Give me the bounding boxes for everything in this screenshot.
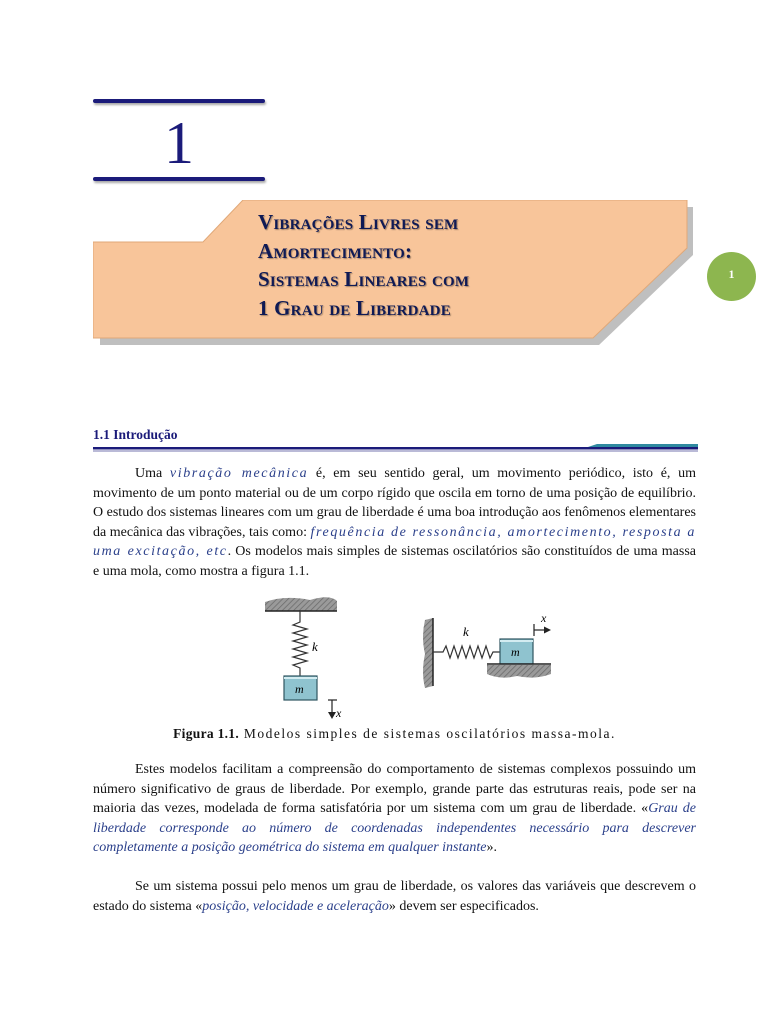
term-list: frequência de ressonância, amortecimento, resposta a uma excitação, etc bbox=[93, 524, 696, 559]
state-paragraph bbox=[93, 877, 696, 916]
label-k-vertical: k bbox=[312, 639, 318, 654]
horizontal-x-arrow bbox=[544, 627, 551, 634]
label-x-horizontal: x bbox=[541, 611, 547, 625]
figure-caption bbox=[93, 726, 696, 742]
vertical-spring-mass-system bbox=[265, 597, 342, 720]
floor-ground bbox=[487, 665, 551, 678]
label-k-horizontal: k bbox=[463, 624, 469, 639]
chapter-title-line: Amortecimento: bbox=[258, 238, 413, 263]
label-m-horizontal: m bbox=[511, 645, 520, 659]
horizontal-spring bbox=[433, 646, 500, 658]
chapter-bottom-rule bbox=[93, 177, 265, 181]
figure-caption-label: Figura 1.1. bbox=[173, 726, 240, 741]
chapter-title-line: Vibrações Livres sem bbox=[258, 210, 459, 234]
figure-caption-text: Modelos simples de sistemas oscilatórios massa-mola. bbox=[239, 726, 616, 741]
figure-diagram bbox=[255, 592, 555, 722]
section-divider bbox=[93, 444, 698, 454]
text-span: é, em seu sentido geral, um movimento periódico, isto é, um movimento de um ponto material ou de um corpo rígido que oscila em torno de uma posição de equilíbrio. O estudo dos sistemas lineares com um grau de liberdade é uma boa introdução aos fenômenos elementares da mecânica das vibrações, tais como: bbox=[93, 466, 697, 540]
chapter-number: 1 bbox=[164, 110, 194, 176]
vertical-spring bbox=[293, 611, 307, 676]
text-span: Estes modelos facilitam a compreensão do comportamento de sistemas complexos possuindo um número significativo de graus de liberdade. Por exemplo, grande parte das estruturas reais, pode ser na maioria das vezes, modelada de forma satisfatória por um sistema com um grau de liberdade. « bbox=[93, 762, 696, 816]
label-x-vertical: x bbox=[336, 706, 342, 720]
page-number-badge: 1 bbox=[707, 252, 756, 301]
chapter-top-rule bbox=[93, 99, 265, 103]
text-span: ». bbox=[486, 840, 497, 855]
chapter-title-line: Sistemas Lineares com bbox=[258, 267, 470, 291]
label-m-vertical: m bbox=[295, 682, 304, 696]
text-span: Uma bbox=[135, 466, 170, 481]
text-span: » devem ser especificados. bbox=[388, 898, 539, 914]
state-variables-quote: posição, velocidade e aceleração bbox=[202, 898, 389, 914]
term-vibracao-mecanica: vibração mecânica bbox=[169, 466, 309, 481]
text-span: Se um sistema possui pelo menos um grau de liberdade, os valores das variáveis que descrevem o estado do sistema « bbox=[93, 879, 696, 914]
horizontal-spring-mass-system bbox=[423, 611, 551, 688]
models-paragraph bbox=[93, 760, 696, 858]
figure-spring-mass bbox=[255, 592, 555, 727]
chapter-title bbox=[258, 208, 688, 322]
definition-quote: Grau de liberdade corresponde ao número de coordenadas independentes necessário para descrever completamente a posição geométrica do sistema em qualquer instante bbox=[93, 801, 696, 855]
section-title: 1.1 Introdução bbox=[93, 427, 178, 442]
wall-ground bbox=[423, 618, 433, 688]
chapter-title-line: 1 Grau de Liberdade bbox=[258, 295, 451, 320]
chapter-title-banner bbox=[93, 200, 693, 345]
text-span: . Os modelos mais simples de sistemas oscilatórios são constituídos de uma massa e uma mola, como mostra a figura 1.1. bbox=[93, 544, 696, 579]
intro-paragraph bbox=[93, 464, 696, 581]
vertical-x-arrow bbox=[328, 712, 336, 719]
ceiling-ground bbox=[265, 597, 337, 611]
